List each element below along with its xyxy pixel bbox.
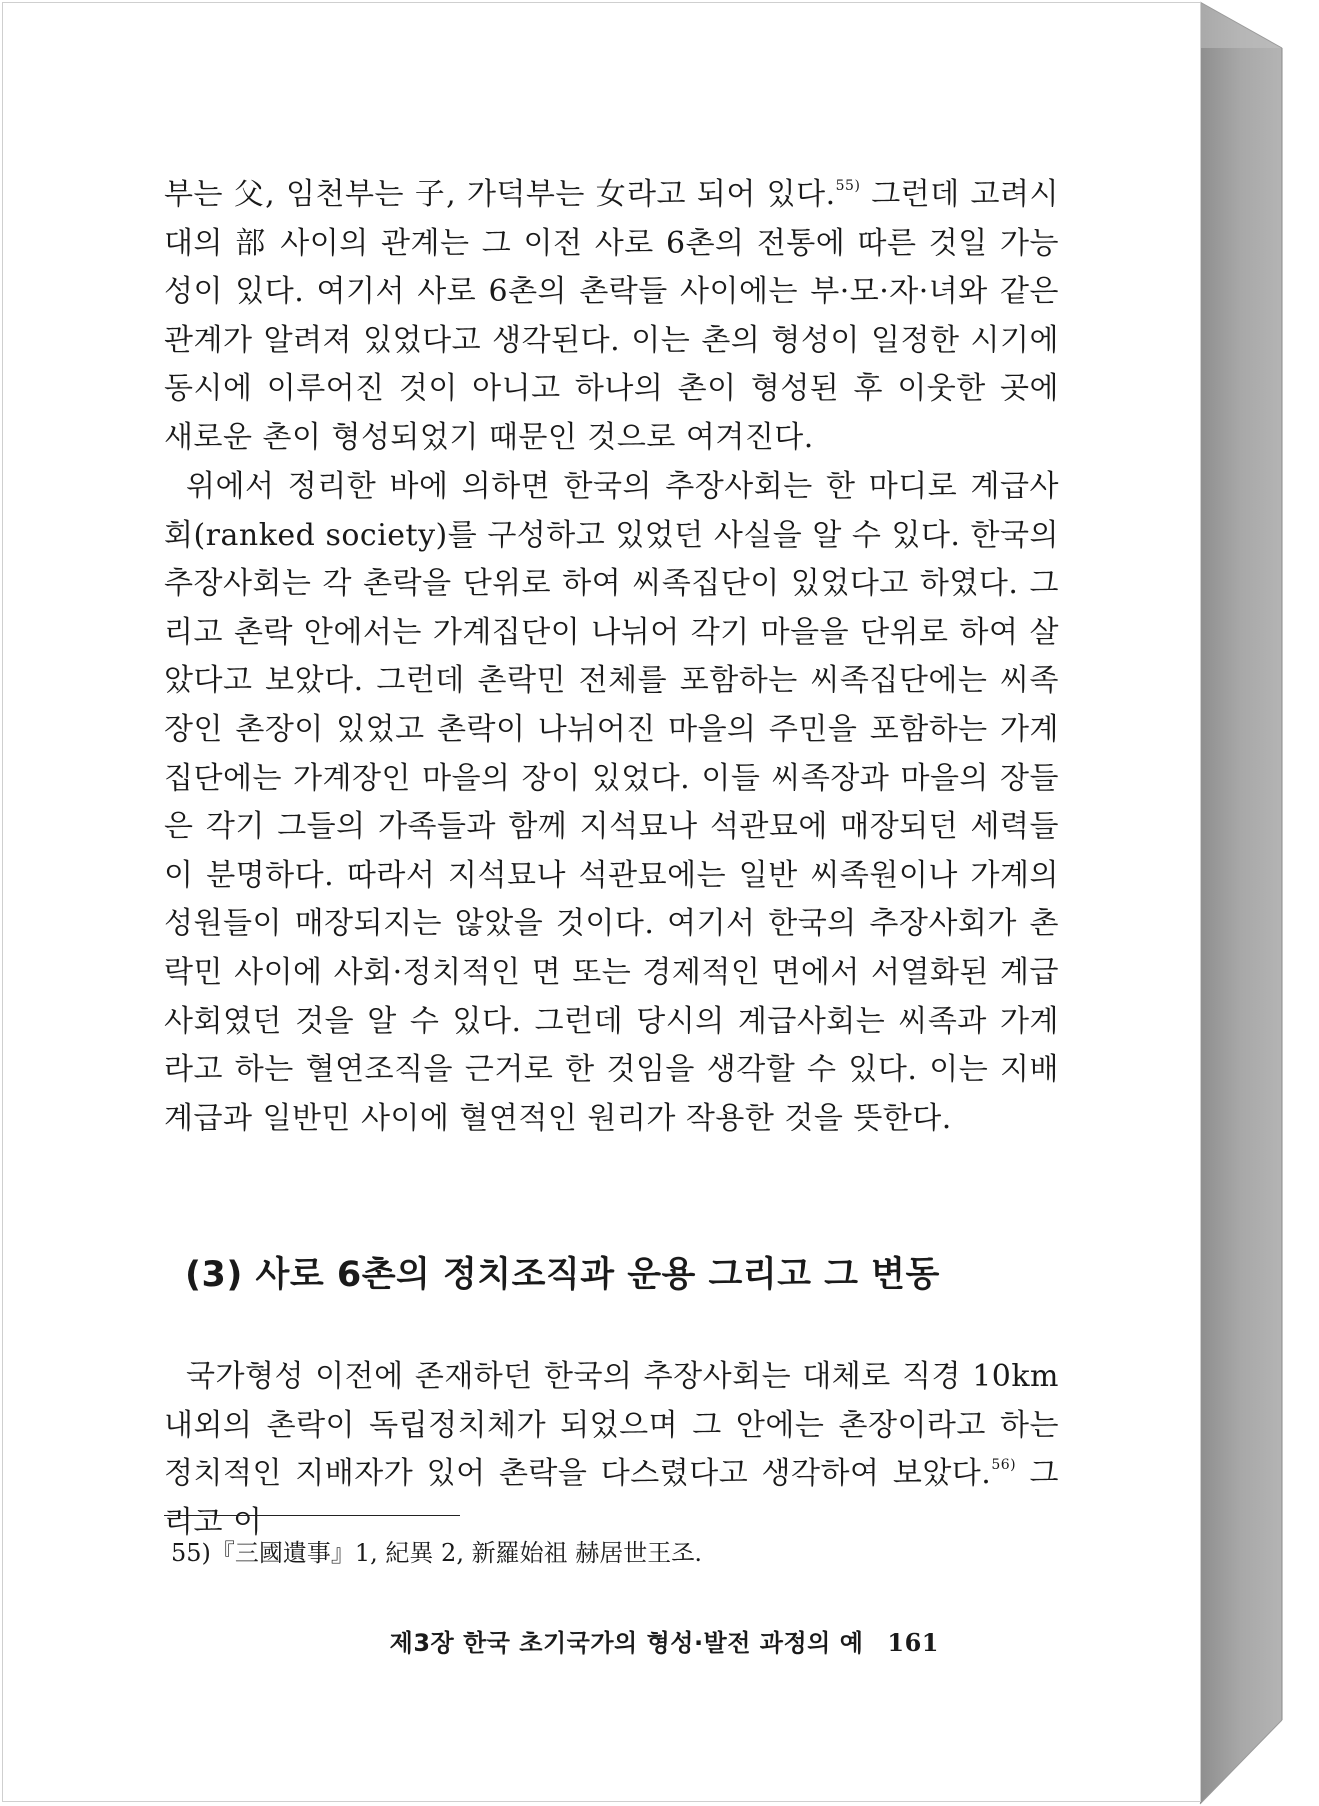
body-paragraph: 위에서 정리한 바에 의하면 한국의 추장사회는 한 마디로 계급사회(ranked society)를 구성하고 있었던 사실을 알 수 있다. 한국의 추장사회는 각 촌락을 단위로 하여 씨족집단이 있었다고 하였다. 그리고 촌락 안에서는 가계집단이 나뉘어 각기 마을을 단위로 하여 살았다고 보았다. 그런데 촌락민 전체를 포함하는 씨족집단에는 씨족장인 촌장이 있었고 촌락이 나뉘어진 마을의 주민을 포함하는 가계집단에는 가계장인 마을의 장이 있었다. 이들 씨족장과 마을의 장들은 각기 그들의 가족들과 함께 지석묘나 석관묘에 매장되던 세력들이 분명하다. 따라서 지석묘나 석관묘에는 일반 씨족원이나 가계의 성원들이 매장되지는 않았을 것이다. 여기서 한국의 추장사회가 촌락민 사이에 사회·정치적인 면 또는 경제적인 면에서 서열화된 계급사회였던 것을 알 수 있다. 그런데 당시의 계급사회는 씨족과 가계라고 하는 혈연조직을 근거로 한 것임을 생각할 수 있다. 이는 지배계급과 일반민 사이에 혈연적인 원리가 작용한 것을 뜻한다. [164,469,1059,1136]
footnote-marker[interactable]: 56) [991,1457,1017,1474]
page-edge-side [1200,2,1282,1804]
footnote-marker[interactable]: 55) [835,178,861,194]
footnote-divider [164,1515,460,1516]
footnote: 55)『三國遺事』1, 紀異 2, 新羅始祖 赫居世王조. [171,1539,703,1567]
body-paragraph: 국가형성 이전에 존재하던 한국의 추장사회는 대체로 직경 10km 내외의 촌락이 독립정치체가 되었으며 그 안에는 촌장이라고 하는 정치적인 지배자가 있어 촌락을 다스렸다고 생각하여 보았다.$^{56)}$ 그리고 이 [164,1359,1059,1540]
body-paragraph: 부는 父, 임천부는 子, 가덕부는 女라고 되어 있다.$^{55)}$ 그런데 고려시대의 部 사이의 관계는 그 이전 사로 6촌의 전통에 따른 것일 가능성이 있다. 여기서 사로 6촌의 촌락들 사이에는 부·모·자·녀와 같은 관계가 알려져 있었다고 생각된다. 이는 촌의 형성이 일정한 시기에 동시에 이루어진 것이 아니고 하나의 촌이 형성된 후 이웃한 곳에 새로운 촌이 형성되었기 때문인 것으로 여겨진다. [164,177,1059,455]
page-number: 161 [887,1628,939,1657]
chapter-title: 제3장 한국 초기국가의 형성·발전 과정의 예 [389,1629,864,1657]
book-page [2,2,1201,1802]
section-heading: (3) 사로 6촌의 정치조직과 운용 그리고 그 변동 [185,1255,940,1295]
running-footer [390,1623,939,1658]
